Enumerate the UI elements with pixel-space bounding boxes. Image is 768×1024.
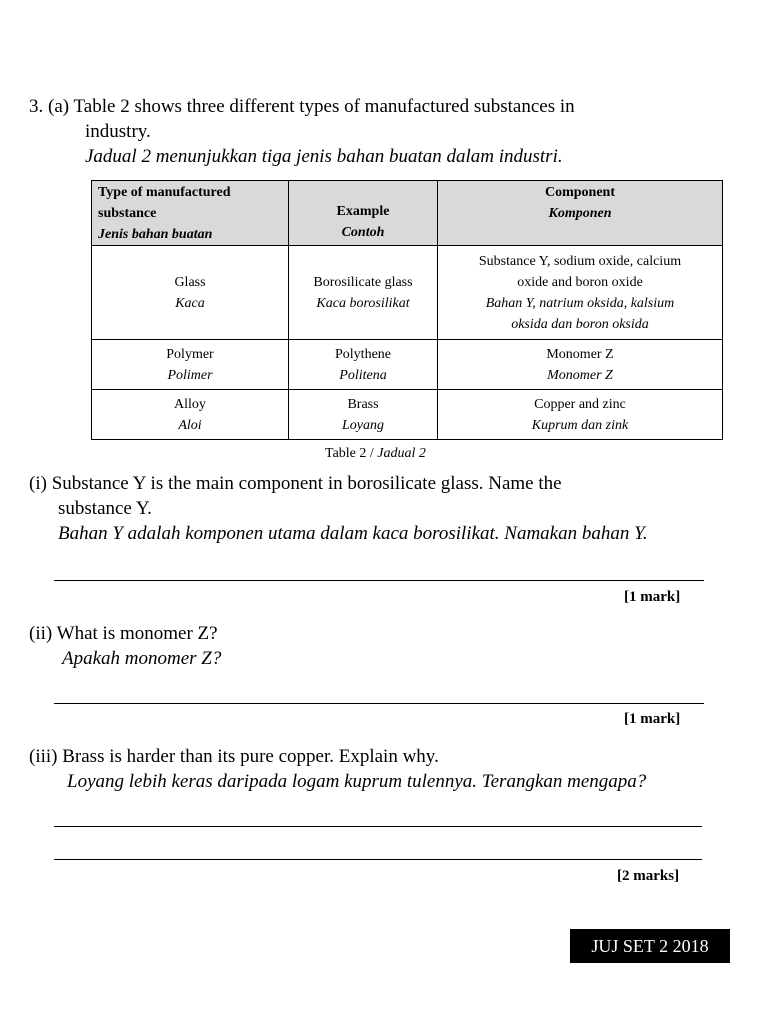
question-intro-line2: industry. — [85, 121, 151, 142]
marks-label: [1 mark] — [624, 711, 681, 727]
part-label: (iii) — [29, 746, 58, 767]
cell-component: Monomer Z Monomer Z — [438, 340, 723, 390]
part-iii-question: (iii) Brass is harder than its pure copper. Explain why. — [29, 746, 439, 767]
part-ii-malay: Apakah monomer Z? — [62, 648, 222, 669]
cell-component: Substance Y, sodium oxide, calcium oxide and boron oxide Bahan Y, natrium oksida, kalsium oksida dan boron oksida — [438, 246, 723, 340]
table-header-row — [92, 181, 723, 246]
table-2 — [91, 180, 723, 440]
question-intro — [29, 95, 575, 119]
question-intro-malay: Jadual 2 menunjukkan tiga jenis bahan buatan dalam industri. — [85, 146, 563, 167]
table-row — [92, 246, 723, 340]
marks-label: [1 mark] — [624, 589, 681, 605]
cell-type: Polymer Polimer — [92, 340, 289, 390]
cell-example: Borosilicate glass Kaca borosilikat — [289, 246, 438, 340]
part-ii-question: (ii) What is monomer Z? — [29, 623, 218, 644]
header-type: Type of manufactured substance Jenis bahan buatan — [92, 181, 289, 246]
answer-line[interactable] — [54, 826, 702, 827]
answer-line[interactable] — [54, 859, 702, 860]
header-component: Component Komponen — [438, 181, 723, 246]
table-row — [92, 390, 723, 440]
answer-line[interactable] — [54, 580, 704, 581]
cell-example: Polythene Politena — [289, 340, 438, 390]
cell-type: Alloy Aloi — [92, 390, 289, 440]
cell-type: Glass Kaca — [92, 246, 289, 340]
table-caption: Table 2 / Jadual 2 — [325, 446, 426, 461]
cell-component: Copper and zinc Kuprum dan zink — [438, 390, 723, 440]
header-example: Example Contoh — [289, 181, 438, 246]
answer-line[interactable] — [54, 703, 704, 704]
question-number: 3. (a) — [29, 96, 70, 117]
question-intro-text: Table 2 shows three different types of manufactured substances in — [73, 96, 575, 117]
part-i-malay: Bahan Y adalah komponen utama dalam kaca borosilikat. Namakan bahan Y. — [58, 523, 648, 544]
set-tag: JUJ SET 2 2018 — [570, 929, 730, 963]
part-iii-malay: Loyang lebih keras daripada logam kuprum tulennya. Terangkan mengapa? — [67, 771, 647, 792]
table-row — [92, 340, 723, 390]
part-i-question: (i) Substance Y is the main component in borosilicate glass. Name the — [29, 473, 562, 494]
part-i-question-line2: substance Y. — [58, 498, 152, 519]
marks-label: [2 marks] — [617, 868, 680, 884]
part-label: (i) — [29, 473, 47, 494]
cell-example: Brass Loyang — [289, 390, 438, 440]
part-label: (ii) — [29, 623, 53, 644]
